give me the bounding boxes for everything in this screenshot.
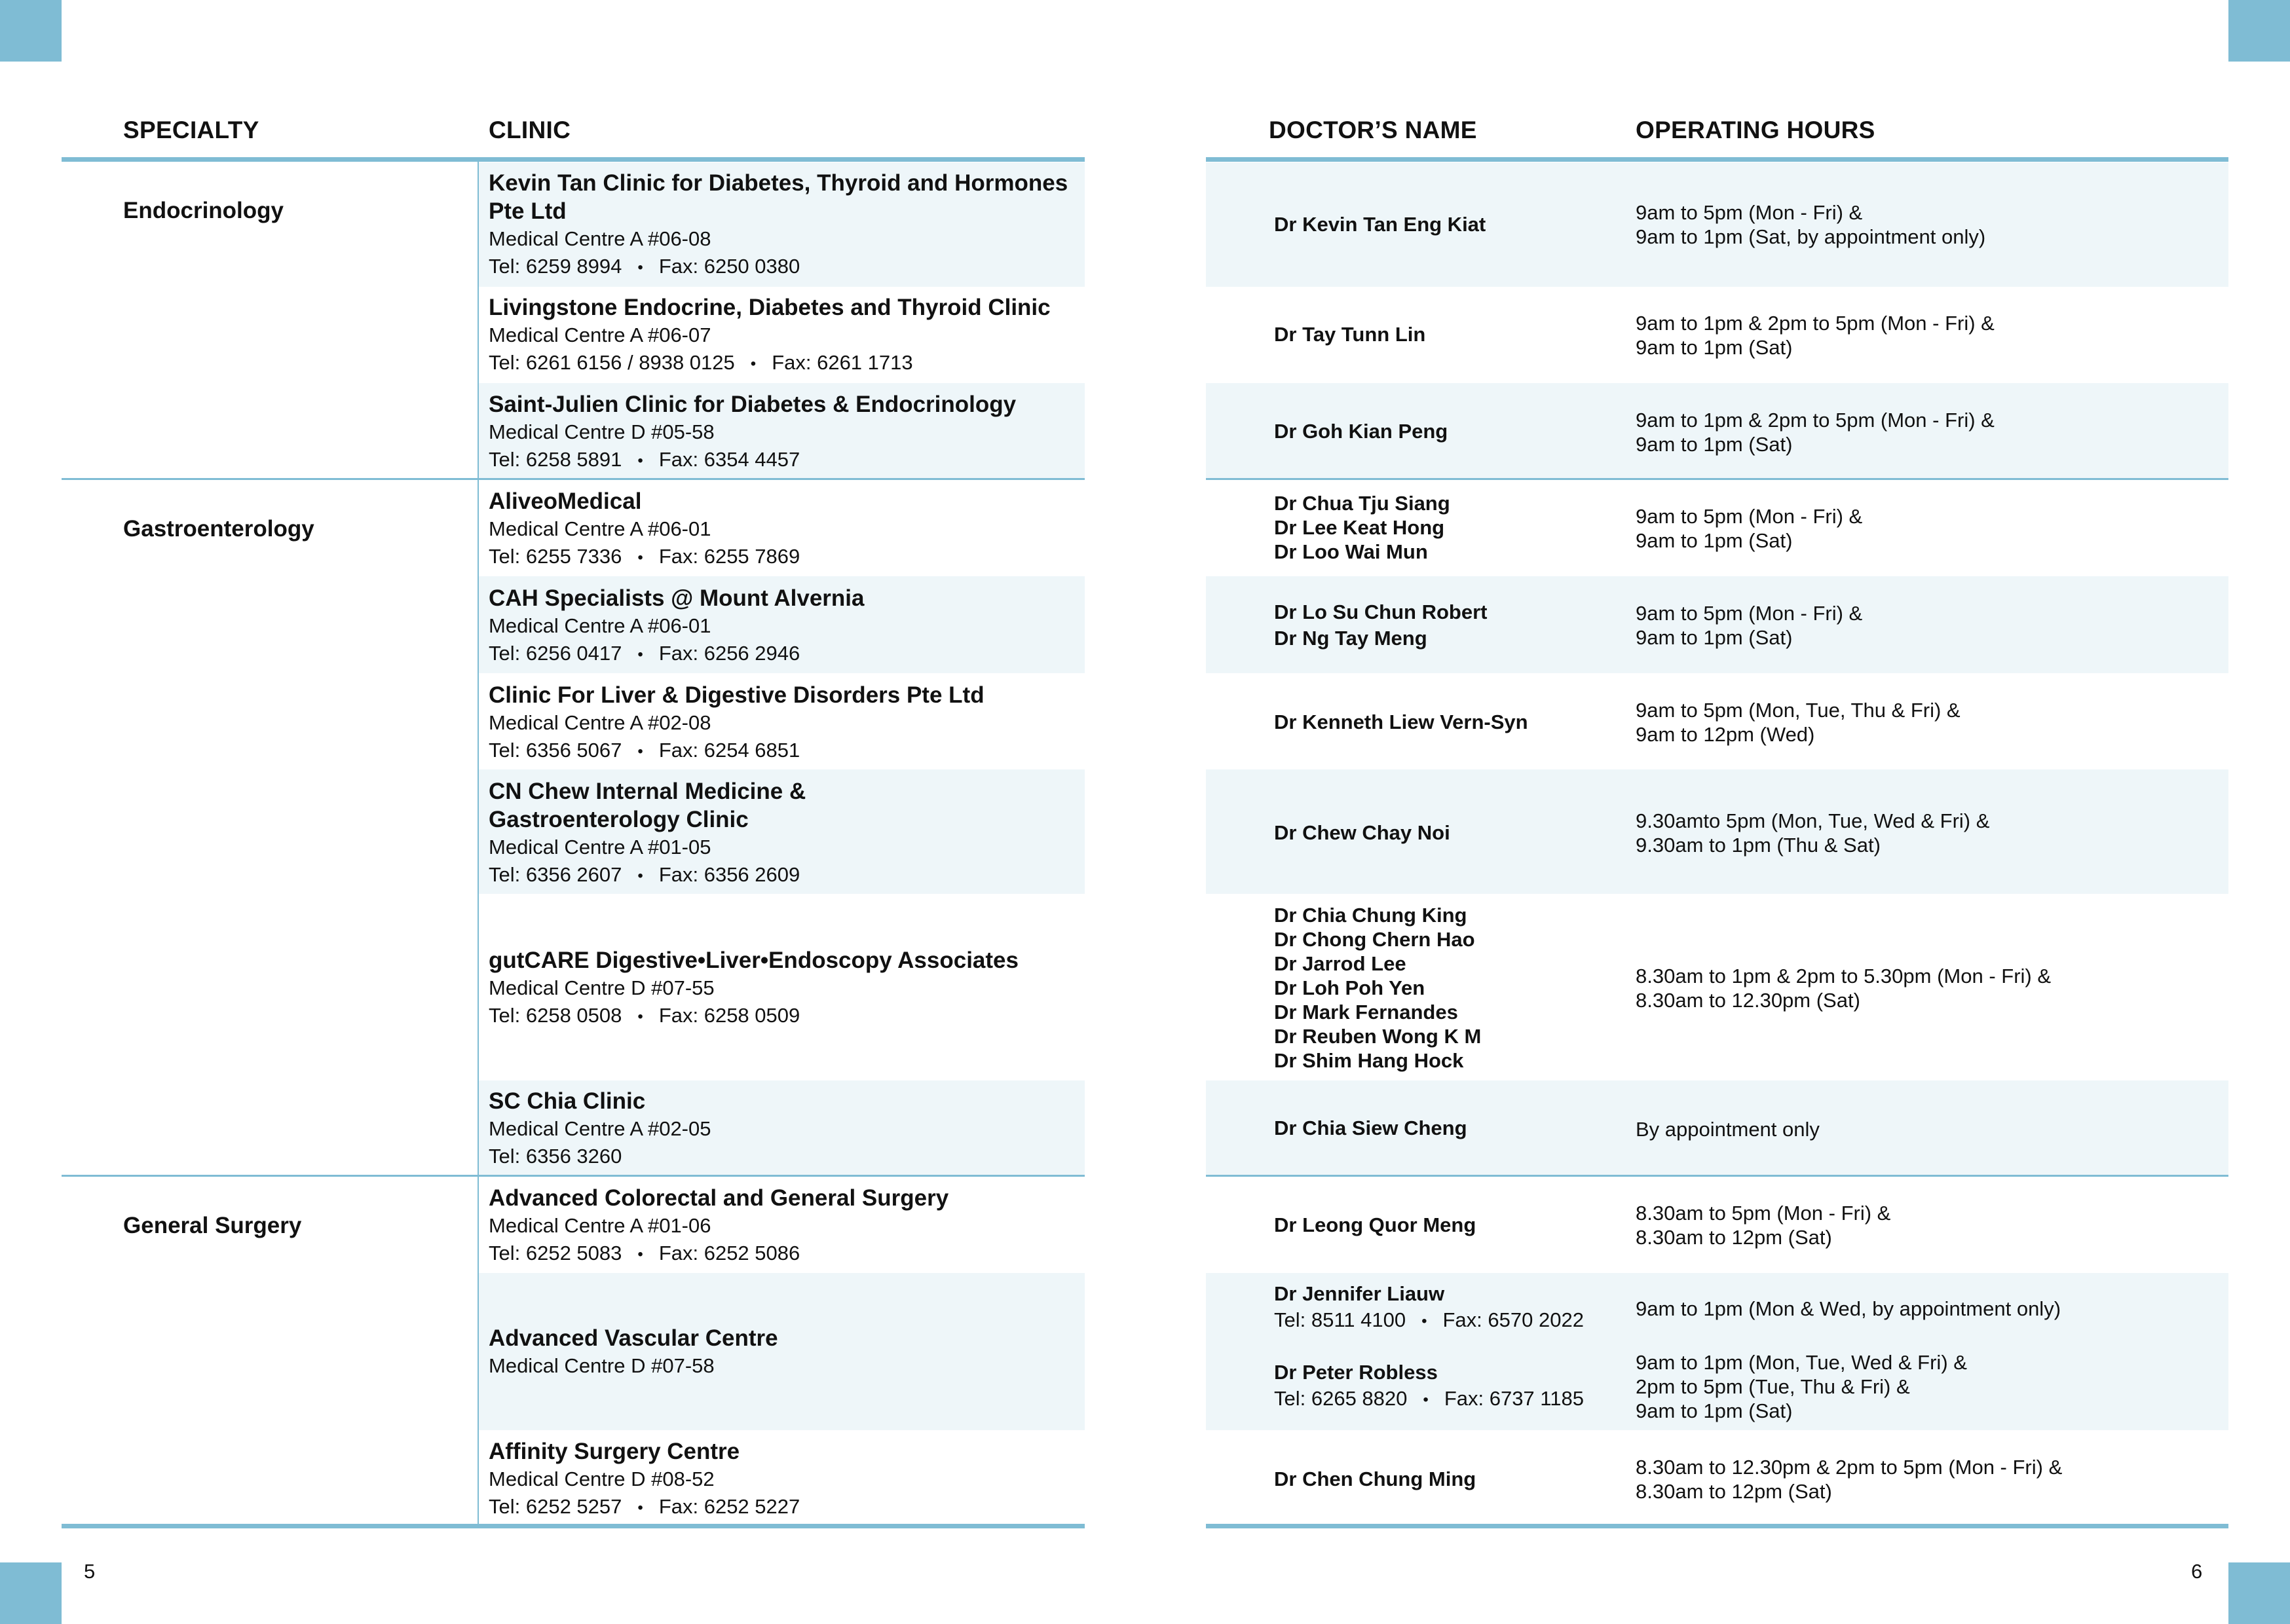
doctor-fax: Fax: 6570 2022	[1442, 1308, 1584, 1331]
doctor-name: Dr Tay Tunn Lin	[1274, 323, 1426, 346]
doctor-entry	[1274, 322, 1628, 346]
bullet-separator: •	[637, 742, 643, 760]
hours-line: 9am to 1pm & 2pm to 5pm (Mon - Fri) &	[1636, 409, 1995, 432]
doctor-name: Dr Chew Chay Noi	[1274, 821, 1450, 844]
clinic-name: Advanced Vascular Centre	[489, 1325, 778, 1351]
bullet-separator: •	[637, 548, 643, 566]
hours-line: 8.30am to 1pm & 2pm to 5.30pm (Mon - Fri) &	[1636, 965, 2052, 987]
clinic-address: Medical Centre A #06-07	[489, 323, 711, 346]
specialty-general-surgery: General Surgery	[123, 1213, 302, 1238]
clinic-address: Medical Centre A #02-08	[489, 711, 711, 734]
header-clinic: CLINIC	[489, 117, 571, 143]
bullet-separator: •	[750, 354, 757, 373]
doctor-name: Dr Goh Kian Peng	[1274, 420, 1448, 443]
group-divider	[1206, 1175, 2228, 1177]
doctor-name: Dr Mark Fernandes	[1274, 1001, 1458, 1024]
hours-line: 9am to 5pm (Mon - Fri) &	[1636, 602, 1863, 625]
hours-line: 8.30am to 12pm (Sat)	[1636, 1480, 1832, 1503]
doctor-name: Dr Leong Quor Meng	[1274, 1213, 1476, 1236]
operating-hours	[1636, 1117, 2264, 1141]
hours-line: 9am to 1pm (Sat)	[1636, 433, 1793, 456]
corner-block-top-right	[2228, 0, 2290, 62]
clinic-entry	[489, 681, 1078, 766]
bullet-separator: •	[637, 1007, 643, 1025]
doctor-name: Dr Kenneth Liew Vern-Syn	[1274, 710, 1528, 733]
bullet-separator: •	[637, 258, 643, 276]
clinic-fax: Fax: 6255 7869	[658, 545, 800, 568]
bullet-separator: •	[637, 451, 643, 470]
hours-line: 8.30am to 5pm (Mon - Fri) &	[1636, 1202, 1891, 1225]
clinic-entry	[489, 584, 1078, 669]
header-operating-hours: OPERATING HOURS	[1636, 117, 1875, 143]
doctor-name: Dr Chong Chern Hao	[1274, 928, 1475, 951]
doctor-entry	[1274, 1282, 1628, 1336]
clinic-name: SC Chia Clinic	[489, 1088, 646, 1114]
clinic-name: Livingstone Endocrine, Diabetes and Thyroid Clinic	[489, 295, 1051, 320]
clinic-address: Medical Centre D #07-55	[489, 976, 715, 999]
clinic-name: Advanced Colorectal and General Surgery	[489, 1185, 949, 1211]
clinic-address: Medical Centre A #01-06	[489, 1214, 711, 1237]
header-rule-left	[62, 157, 1085, 162]
clinic-address: Medical Centre D #08-52	[489, 1467, 715, 1490]
clinic-name: gutCARE Digestive•Liver•Endoscopy Associates	[489, 948, 1019, 973]
clinic-fax: Fax: 6256 2946	[658, 642, 800, 665]
hours-line: 9am to 5pm (Mon - Fri) &	[1636, 505, 1863, 528]
hours-line: 9am to 1pm (Sat)	[1636, 626, 1793, 649]
doctor-fax: Fax: 6737 1185	[1444, 1387, 1584, 1410]
doctor-name: Dr Ng Tay Meng	[1274, 627, 1427, 650]
specialty-gastroenterology: Gastroenterology	[123, 516, 314, 542]
hours-line: 9am to 1pm (Mon & Wed, by appointment only)	[1636, 1297, 2061, 1320]
hours-line: 9.30amto 5pm (Mon, Tue, Wed & Fri) &	[1636, 809, 1990, 832]
clinic-entry	[489, 293, 1078, 378]
bullet-separator: •	[637, 1498, 643, 1517]
clinic-entry	[489, 1324, 1078, 1380]
clinic-tel: Tel: 6356 3260	[489, 1145, 622, 1168]
bullet-separator: •	[637, 1245, 643, 1263]
clinic-name: CAH Specialists @ Mount Alvernia	[489, 585, 865, 611]
clinic-tel: Tel: 6258 0508	[489, 1004, 622, 1027]
doctor-entry	[1274, 1213, 1628, 1237]
clinic-tel: Tel: 6356 5067	[489, 739, 622, 762]
operating-hours	[1636, 698, 2264, 747]
clinic-tel: Tel: 6255 7336	[489, 545, 622, 568]
doctor-name: Dr Lo Su Chun Robert	[1274, 600, 1488, 623]
operating-hours	[1636, 601, 2264, 650]
bullet-separator: •	[1421, 1312, 1427, 1330]
doctor-entry	[1274, 212, 1628, 236]
clinic-name: Clinic For Liver & Digestive Disorders Pte Ltd	[489, 682, 985, 708]
clinic-tel: Tel: 6256 0417	[489, 642, 622, 665]
clinic-name: Saint-Julien Clinic for Diabetes & Endocrinology	[489, 392, 1017, 417]
doctor-tel: Tel: 8511 4100	[1274, 1308, 1406, 1331]
clinic-tel: Tel: 6252 5083	[489, 1242, 622, 1264]
doctor-entry	[1274, 1360, 1628, 1414]
operating-hours	[1636, 1297, 2264, 1321]
hours-line: 9.30am to 1pm (Thu & Sat)	[1636, 834, 1881, 857]
clinic-address: Medical Centre A #06-01	[489, 614, 711, 637]
hours-line: 9am to 1pm (Sat)	[1636, 529, 1793, 552]
hours-line: 9am to 1pm & 2pm to 5pm (Mon - Fri) &	[1636, 312, 1995, 335]
header-rule-right	[1206, 157, 2228, 162]
doctor-entry	[1274, 491, 1628, 564]
doctor-entry	[1274, 1116, 1628, 1140]
doctor-name: Dr Lee Keat Hong	[1274, 516, 1445, 539]
group-divider	[62, 478, 1085, 480]
corner-block-top-left	[0, 0, 62, 62]
hours-line: 8.30am to 12.30pm & 2pm to 5pm (Mon - Fri) &	[1636, 1456, 2063, 1479]
clinic-entry	[489, 1437, 1078, 1522]
bullet-separator: •	[637, 645, 643, 663]
bottom-rule-right	[1206, 1524, 2228, 1528]
hours-line: 8.30am to 12.30pm (Sat)	[1636, 989, 1860, 1012]
doctor-name: Dr Kevin Tan Eng Kiat	[1274, 213, 1486, 236]
clinic-fax: Fax: 6261 1713	[772, 351, 913, 374]
doctor-tel: Tel: 6265 8820	[1274, 1387, 1408, 1410]
group-divider	[62, 1175, 1085, 1177]
doctor-entry	[1274, 600, 1628, 650]
doctor-name: Dr Jarrod Lee	[1274, 952, 1406, 975]
clinic-fax: Fax: 6254 6851	[658, 739, 800, 762]
doctor-entry	[1274, 1467, 1628, 1491]
doctor-name: Dr Reuben Wong K M	[1274, 1025, 1482, 1048]
hours-line: 9am to 12pm (Wed)	[1636, 723, 1815, 746]
clinic-address: Medical Centre A #02-05	[489, 1117, 711, 1140]
clinic-fax: Fax: 6250 0380	[658, 255, 800, 278]
clinic-fax: Fax: 6258 0509	[658, 1004, 800, 1027]
operating-hours	[1636, 1455, 2264, 1504]
clinic-entry	[489, 169, 1078, 282]
operating-hours	[1636, 311, 2264, 360]
clinic-tel: Tel: 6259 8994	[489, 255, 622, 278]
clinic-entry	[489, 946, 1078, 1031]
header-doctor-name: DOCTOR’S NAME	[1269, 117, 1477, 143]
clinic-fax: Fax: 6252 5086	[658, 1242, 800, 1264]
clinic-fax: Fax: 6252 5227	[658, 1495, 800, 1518]
clinic-name: CN Chew Internal Medicine & Gastroenterology Clinic	[489, 779, 806, 832]
group-divider	[1206, 478, 2228, 480]
doctor-name: Dr Shim Hang Hock	[1274, 1049, 1464, 1072]
clinic-address: Medical Centre D #05-58	[489, 420, 715, 443]
doctor-name: Dr Chia Chung King	[1274, 904, 1467, 927]
clinic-name: Affinity Surgery Centre	[489, 1439, 740, 1464]
doctor-name: Dr Chia Siew Cheng	[1274, 1116, 1467, 1139]
clinic-tel: Tel: 6258 5891	[489, 448, 622, 471]
doctor-name: Dr Loo Wai Mun	[1274, 540, 1428, 563]
clinic-address: Medical Centre A #06-08	[489, 227, 711, 250]
operating-hours	[1636, 504, 2264, 553]
operating-hours	[1636, 1350, 2264, 1423]
hours-line: 8.30am to 12pm (Sat)	[1636, 1226, 1832, 1249]
corner-block-bottom-left	[0, 1562, 62, 1624]
clinic-fax: Fax: 6354 4457	[658, 448, 800, 471]
doctor-name: Dr Peter Robless	[1274, 1361, 1438, 1384]
hours-line: 9am to 5pm (Mon - Fri) &	[1636, 201, 1863, 224]
specialty-endocrinology: Endocrinology	[123, 198, 284, 223]
hours-line: 9am to 1pm (Mon, Tue, Wed & Fri) &	[1636, 1351, 1967, 1374]
clinic-tel: Tel: 6261 6156 / 8938 0125	[489, 351, 735, 374]
operating-hours	[1636, 964, 2264, 1012]
hours-line: 9am to 1pm (Sat)	[1636, 1399, 1793, 1422]
column-divider	[478, 162, 479, 1524]
doctor-name: Dr Jennifer Liauw	[1274, 1282, 1445, 1305]
clinic-name: AliveoMedical	[489, 489, 642, 514]
corner-block-bottom-right	[2228, 1562, 2290, 1624]
doctor-name: Dr Chua Tju Siang	[1274, 492, 1450, 515]
bottom-rule-left	[62, 1524, 1085, 1528]
operating-hours	[1636, 408, 2264, 456]
doctor-name: Dr Chen Chung Ming	[1274, 1467, 1476, 1490]
bullet-separator: •	[1423, 1390, 1429, 1409]
doctor-entry	[1274, 903, 1628, 1073]
clinic-address: Medical Centre A #01-05	[489, 836, 711, 858]
page-number-left: 5	[84, 1560, 96, 1583]
clinic-address: Medical Centre D #07-58	[489, 1354, 715, 1377]
operating-hours	[1636, 809, 2264, 857]
clinic-entry	[489, 1087, 1078, 1170]
doctor-entry	[1274, 821, 1628, 845]
page-number-right: 6	[2191, 1560, 2203, 1583]
clinic-name: Kevin Tan Clinic for Diabetes, Thyroid and Hormones Pte Ltd	[489, 170, 1068, 224]
clinic-entry	[489, 390, 1078, 475]
doctor-entry	[1274, 419, 1628, 443]
hours-line: 9am to 1pm (Sat)	[1636, 336, 1793, 359]
clinic-address: Medical Centre A #06-01	[489, 517, 711, 540]
hours-line: 9am to 5pm (Mon, Tue, Thu & Fri) &	[1636, 699, 1961, 722]
clinic-entry	[489, 1184, 1078, 1268]
clinic-entry	[489, 487, 1078, 572]
clinic-tel: Tel: 6252 5257	[489, 1495, 622, 1518]
doctor-name: Dr Loh Poh Yen	[1274, 976, 1425, 999]
header-specialty: SPECIALTY	[123, 117, 259, 143]
clinic-tel: Tel: 6356 2607	[489, 863, 622, 886]
hours-line: 9am to 1pm (Sat, by appointment only)	[1636, 225, 1986, 248]
doctor-entry	[1274, 710, 1628, 734]
hours-line: By appointment only	[1636, 1118, 1820, 1141]
clinic-fax: Fax: 6356 2609	[658, 863, 800, 886]
bullet-separator: •	[637, 866, 643, 885]
hours-line: 2pm to 5pm (Tue, Thu & Fri) &	[1636, 1375, 1910, 1398]
clinic-entry	[489, 777, 1078, 890]
operating-hours	[1636, 1201, 2264, 1249]
operating-hours	[1636, 200, 2264, 249]
